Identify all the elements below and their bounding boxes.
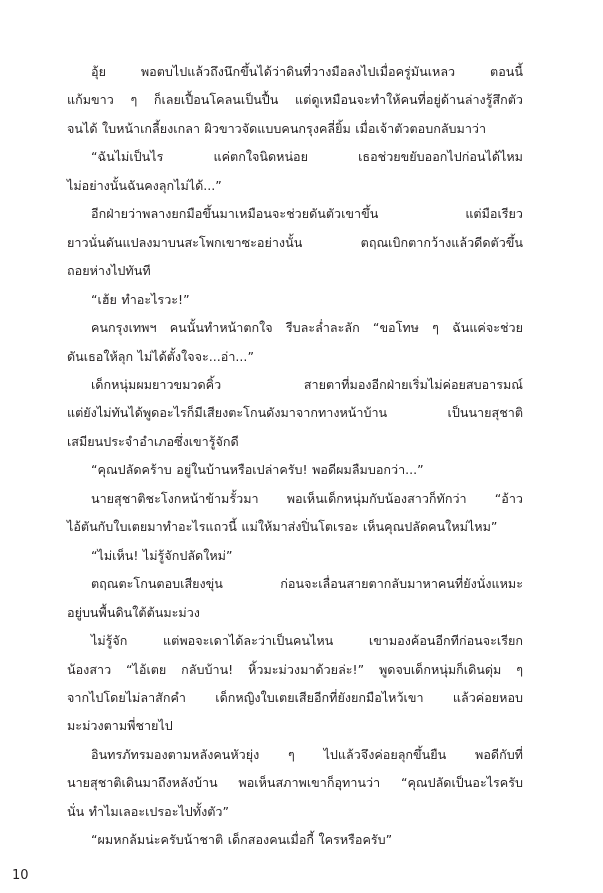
paragraph xyxy=(67,286,523,314)
text-line: อุ้ย พอตบไปแล้วถึงนึกขึ้นได้ว่าดินที่วางมือลงไปเมื่อครู่มันเหลว ตอนนี้ xyxy=(91,64,523,79)
text-line: เด็กหนุ่มผมยาวขมวดคิ้ว สายตาที่มองอีกฝ่ายเริ่มไม่ค่อยสบอารมณ์ xyxy=(91,376,523,392)
paragraph xyxy=(67,314,523,371)
text-line: ดันเธอให้ลุก ไม่ได้ตั้งใจจะ...อ่า...” xyxy=(67,348,254,364)
paragraph xyxy=(67,627,523,741)
page-number: 10 xyxy=(12,868,29,883)
text-line: นายสุชาติเดินมาถึงหลังบ้าน พอเห็นสภาพเขาก็อุทานว่า “คุณปลัดเป็นอะไรครับ xyxy=(67,775,523,791)
book-page-body xyxy=(67,58,523,855)
text-line: น้องสาว “ไอ้เตย กลับบ้าน! หิ้วมะม่วงมาด้วยล่ะ!” พูดจบเด็กหนุ่มก็เดินดุ่ม ๆ xyxy=(67,661,523,677)
text-line: แต่ยังไม่ทันได้พูดอะไรก็มีเสียงตะโกนดังมาจากทางหน้าบ้าน เป็นนายสุชาติ xyxy=(67,405,523,421)
paragraph xyxy=(67,485,523,542)
text-line: จนได้ ใบหน้าเกลี้ยงเกลา ผิวขาวจัดแบบคนกรุงคลี่ยิ้ม เมื่อเจ้าตัวตอบกลับมาว่า xyxy=(67,120,487,136)
text-line: “คุณปลัดคร้าบ อยู่ในบ้านหรือเปล่าครับ! พอดีผมลืมบอกว่า...” xyxy=(91,462,424,478)
paragraph xyxy=(67,456,523,484)
paragraph xyxy=(67,542,523,570)
text-line: นายสุชาติชะโงกหน้าข้ามรั้วมา พอเห็นเด็กหนุ่มกับน้องสาวก็ทักว่า “อ้าว xyxy=(91,490,523,506)
text-line: ถอยห่างไปทันที xyxy=(67,263,151,279)
text-line: “ฉันไม่เป็นไร แค่ตกใจนิดหน่อย เธอช่วยขยับออกไปก่อนได้ไหม xyxy=(91,149,523,165)
text-line: มะม่วงตามพี่ชายไป xyxy=(67,718,173,734)
text-line: เสมียนประจำอำเภอซึ่งเขารู้จักดี xyxy=(67,433,239,449)
text-line: อินทรภัทรมองตามหลังคนหัวยุ่ง ๆ ไปแล้วจึงค่อยลุกขึ้นยืน พอดีกับที่ xyxy=(91,746,523,762)
paragraph xyxy=(67,570,523,627)
paragraph xyxy=(67,143,523,200)
text-line: ยาวนั่นดันแปลงมาบนสะโพกเขาซะอย่างนั้น ตฤณเบิกตากว้างแล้วดีดตัวขึ้น xyxy=(67,234,523,250)
text-line: อยู่บนพื้นดินใต้ต้นมะม่วง xyxy=(67,604,200,620)
text-line: จากไปโดยไม่ลาสักคำ เด็กหญิงใบเตยเสียอีกที่ยังยกมือไหว้เขา แล้วค่อยหอบ xyxy=(67,689,523,705)
text-line: ไอ้ตันกับใบเตยมาทำอะไรแถวนี้ แม่ให้มาส่งปิ่นโตเรอะ เห็นคุณปลัดคนใหม่ไหม” xyxy=(67,519,498,535)
text-line: “ผมหกล้มน่ะครับน้าชาติ เด็กสองคนเมื่อกี้ ใครหรือครับ” xyxy=(91,832,393,848)
paragraph xyxy=(67,826,523,854)
paragraph xyxy=(67,58,523,143)
text-line: คนกรุงเทพฯ คนนั้นทำหน้าตกใจ รีบละล่ำละลัก “ขอโทษ ๆ ฉันแค่จะช่วย xyxy=(91,320,523,336)
paragraph xyxy=(67,200,523,285)
text-line: นั่น ทำไมเลอะเปรอะไปทั้งตัว” xyxy=(67,803,230,819)
text-line: แก้มขาว ๆ ก็เลยเปื้อนโคลนเป็นปื้น แต่ดูเหมือนจะทำให้คนที่อยู่ด้านล่างรู้สึกตัว xyxy=(67,92,523,108)
paragraph xyxy=(67,741,523,826)
text-line: อีกฝ่ายว่าพลางยกมือขึ้นมาเหมือนจะช่วยดันตัวเขาขึ้น แต่มือเรียว xyxy=(91,206,523,222)
text-line: ไม่รู้จัก แต่พอจะเดาได้ละว่าเป็นคนไหน เขามองค้อนอีกทีก่อนจะเรียก xyxy=(91,633,523,649)
text-line: “เฮ้ย ทำอะไรวะ!” xyxy=(91,291,190,307)
text-line: “ไม่เห็น! ไม่รู้จักปลัดใหม่” xyxy=(91,547,233,563)
paragraph xyxy=(67,371,523,456)
text-line: ตฤณตะโกนตอบเสียงขุ่น ก่อนจะเลื่อนสายตากลับมาหาคนที่ยังนั่งแหมะ xyxy=(91,576,523,592)
text-line: ไม่อย่างนั้นฉันคงลุกไม่ได้...” xyxy=(67,177,222,193)
